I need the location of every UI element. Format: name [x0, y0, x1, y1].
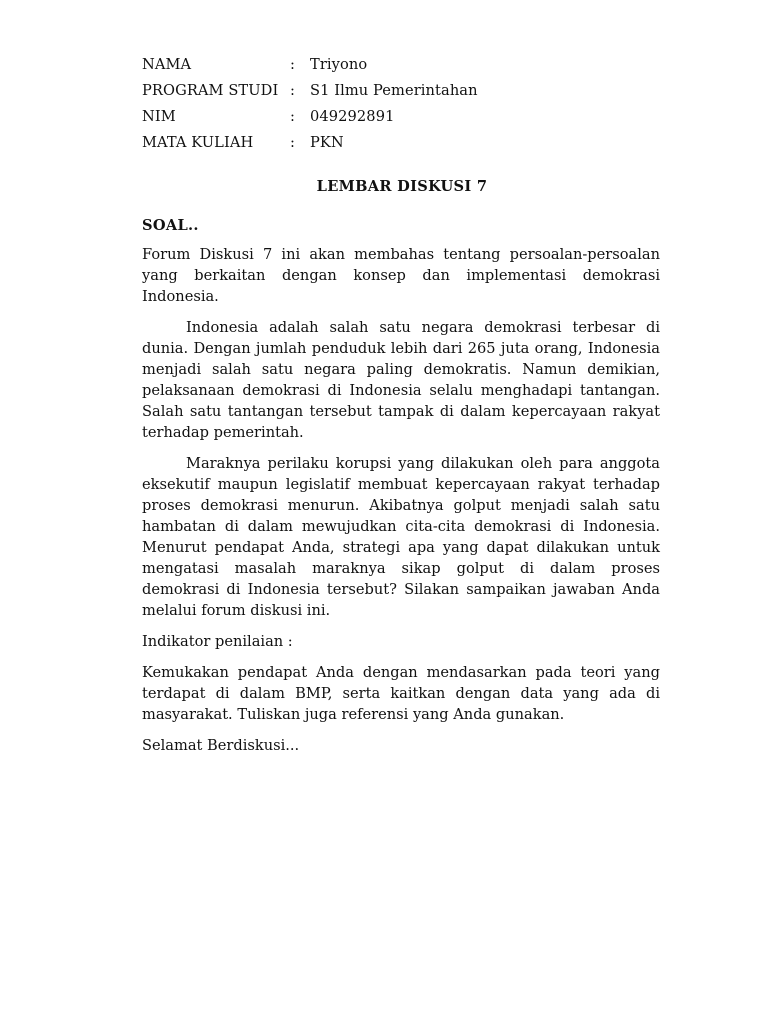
info-row-nim: [142, 106, 660, 132]
info-label: MATA KULIAH: [142, 134, 254, 151]
info-value: 049292891: [310, 108, 395, 125]
section-heading: SOAL..: [142, 217, 199, 234]
info-row-program-studi: [142, 80, 660, 106]
info-label: NIM: [142, 108, 176, 125]
body-paragraph-1: Indonesia adalah salah satu negara demokrasi terbesar di dunia. Dengan jumlah penduduk lebih dari 265 juta orang, Indonesia menjadi salah satu negara paling demokratis. Namun demikian, pelaksanaan demokrasi di Indonesia selalu menghadapi tantangan. Salah satu tantangan tersebut tampak di dalam kepercayaan rakyat terhadap pemerintah.: [142, 319, 660, 441]
info-colon: :: [290, 108, 296, 125]
indicator-label: Indikator penilaian :: [142, 633, 293, 650]
intro-paragraph: Forum Diskusi 7 ini akan membahas tentang persoalan-persoalan yang berkaitan dengan konsep dan implementasi demokrasi Indonesia.: [142, 246, 660, 305]
document-page: [142, 54, 660, 756]
info-colon: :: [290, 134, 296, 151]
info-row-mata-kuliah: [142, 132, 660, 158]
body-paragraph-2: Maraknya perilaku korupsi yang dilakukan oleh para anggota eksekutif maupun legislatif membuat kepercayaan rakyat terhadap proses demokrasi menurun. Akibatnya golput menjadi salah satu hambatan di dalam mewujudkan cita-cita demokrasi di Indonesia. Menurut pendapat Anda, strategi apa yang dapat dilakukan untuk mengatasi masalah maraknya sikap golput di dalam proses demokrasi di Indonesia tersebut? Silakan sampaikan jawaban Anda melalui forum diskusi ini.: [142, 455, 660, 619]
info-value: S1 Ilmu Pemerintahan: [310, 82, 478, 99]
info-label: NAMA: [142, 56, 192, 73]
info-value: Triyono: [310, 56, 368, 73]
indicator-paragraph: Kemukakan pendapat Anda dengan mendasarkan pada teori yang terdapat di dalam BMP, serta kaitkan dengan data yang ada di masyarakat. Tuliskan juga referensi yang Anda gunakan.: [142, 664, 660, 723]
info-colon: :: [290, 82, 296, 99]
student-info-table: [142, 54, 660, 158]
info-value: PKN: [310, 134, 344, 151]
document-title: LEMBAR DISKUSI 7: [316, 178, 488, 195]
info-row-nama: [142, 54, 660, 80]
info-label: PROGRAM STUDI: [142, 82, 279, 99]
closing-line: Selamat Berdiskusi...: [142, 737, 300, 754]
info-colon: :: [290, 56, 296, 73]
